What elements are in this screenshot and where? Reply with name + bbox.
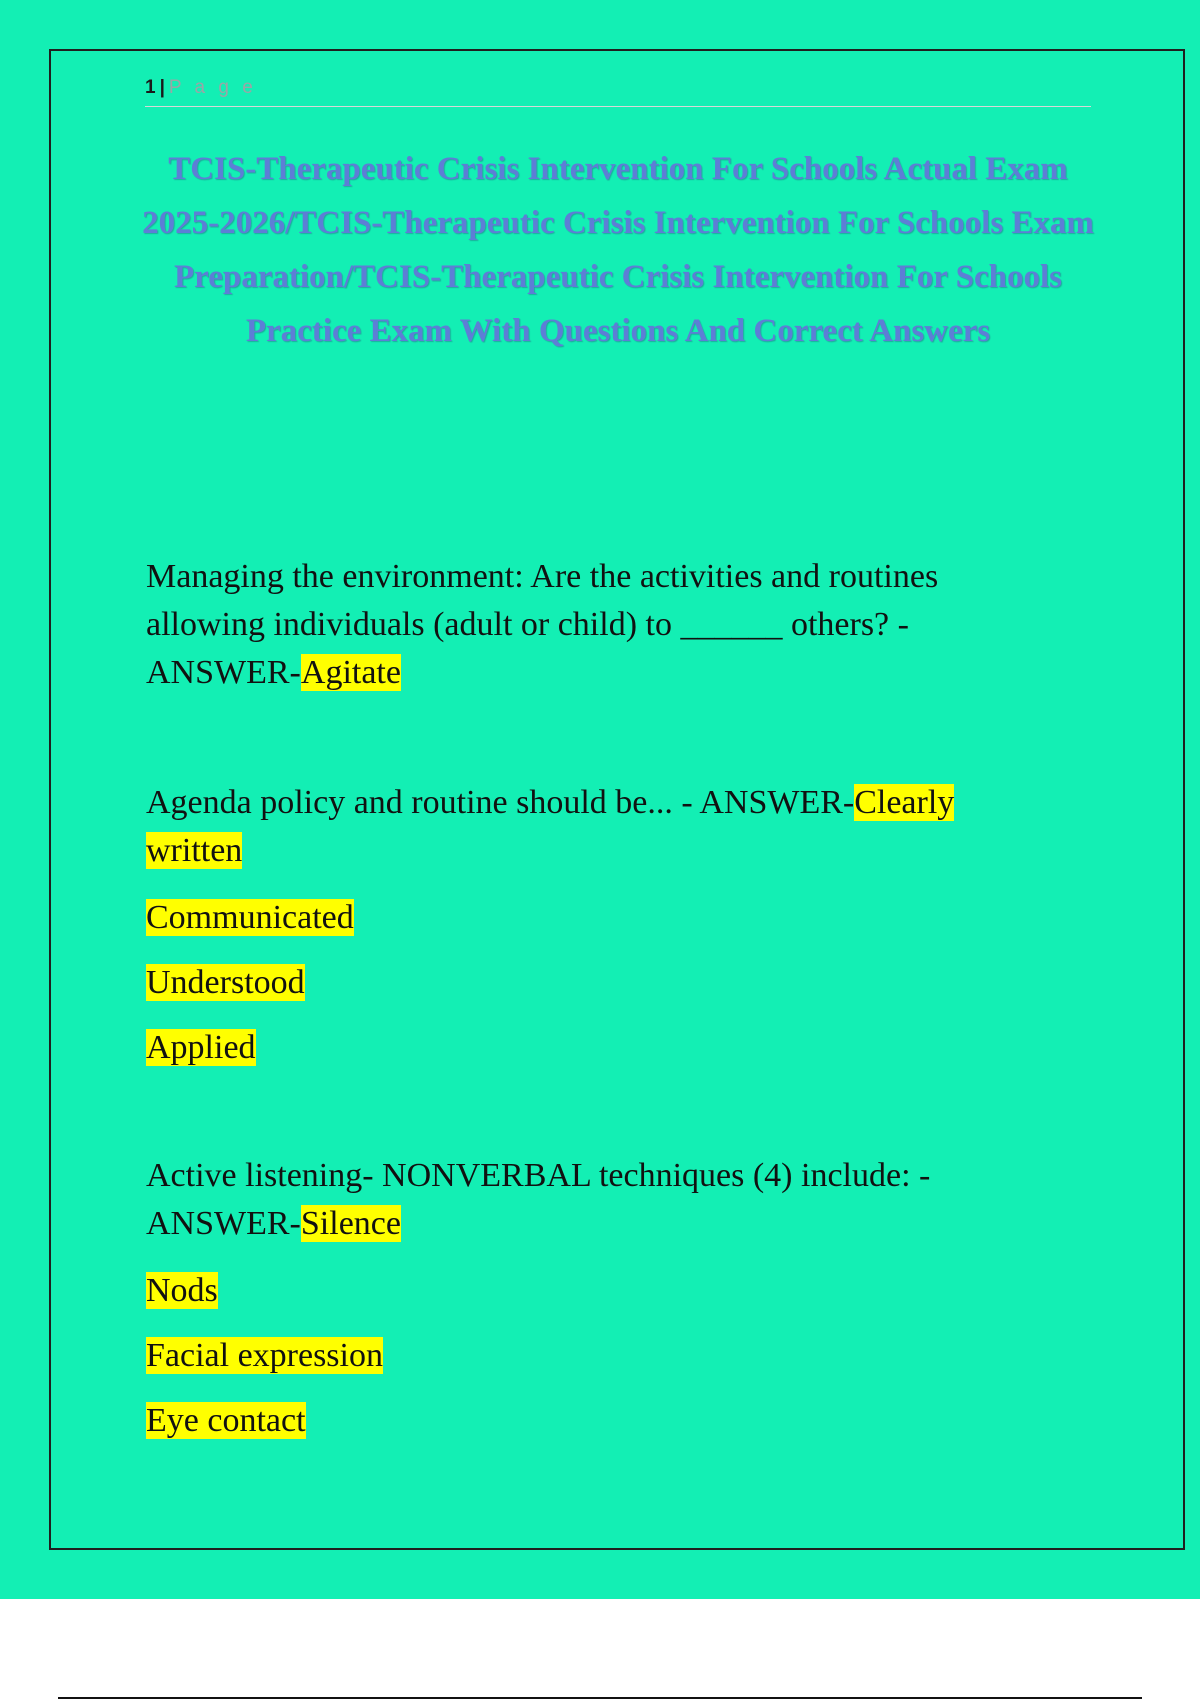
answer-item — [146, 896, 1046, 940]
answer-highlight: Nods — [146, 1272, 218, 1309]
answer-item — [146, 961, 1046, 1005]
answer-item — [146, 1399, 1046, 1443]
question-prompt: Managing the environment: Are the activities and routines allowing individuals (adult or child) to ______ others? - ANSWER- — [146, 558, 939, 691]
page-separator: | — [159, 77, 165, 98]
question-text — [146, 779, 1046, 875]
footer-rule — [58, 1697, 1142, 1699]
answer-highlight: Agitate — [300, 654, 401, 691]
answer-highlight: Eye contact — [146, 1402, 306, 1439]
page-word: P a g e — [168, 77, 257, 98]
answer-highlight: Clearly written — [146, 784, 955, 869]
answer-highlight: Applied — [146, 1029, 256, 1066]
page-number: 1 — [145, 77, 156, 98]
document-title: TCIS-Therapeutic Crisis Intervention For Schools Actual Exam 2025-2026/TCIS-Therapeutic Crisis Intervention For Schools Exam Preparation/TCIS-Therapeutic Crisis Intervention For Schools Practice Exam With Questions And Correct Answers — [142, 151, 1094, 349]
answer-highlight: Understood — [146, 964, 305, 1001]
question-prompt: Active listening- NONVERBAL techniques (4) include: - ANSWER- — [146, 1157, 931, 1242]
qa-item — [146, 779, 1046, 1070]
answer-item — [146, 1334, 1046, 1378]
page-header — [145, 74, 1091, 107]
qa-item — [146, 1152, 1046, 1443]
answer-highlight: Communicated — [146, 899, 354, 936]
qa-list — [146, 553, 1046, 1443]
answer-item — [146, 1269, 1046, 1313]
answer-highlight: Silence — [300, 1205, 401, 1242]
qa-item — [146, 553, 1046, 697]
answer-highlight: Facial expression — [146, 1337, 383, 1374]
answer-item — [146, 1026, 1046, 1070]
question-prompt: Agenda policy and routine should be... - ANSWER- — [146, 784, 855, 821]
question-text — [146, 553, 1046, 697]
question-text — [146, 1152, 1046, 1248]
